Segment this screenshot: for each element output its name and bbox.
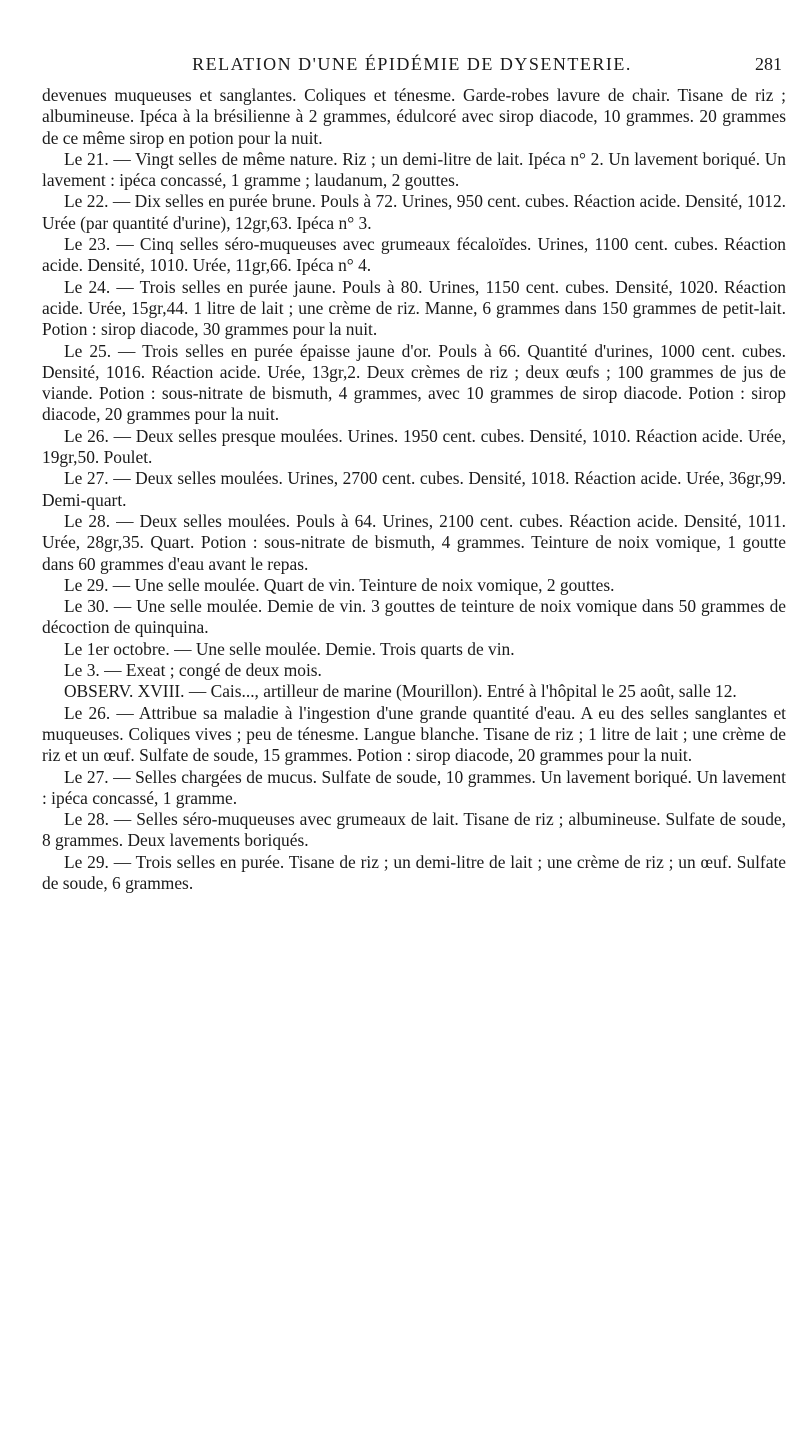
body-text bbox=[42, 85, 786, 894]
paragraph: Le 26. — Deux selles presque moulées. Urines. 1950 cent. cubes. Densité, 1010. Réaction acide. Urée, 19gr,50. Poulet. bbox=[42, 425, 786, 468]
paragraph: Le 25. — Trois selles en purée épaisse jaune d'or. Pouls à 66. Quantité d'urines, 1000 cent. cubes. Densité, 1016. Réaction acide. Urée, 13gr,2. Deux crèmes de riz ; deux œufs ; 100 grammes de jus de viande. Potion : sous-nitrate de bismuth, 4 grammes, avec 10 grammes de sirop diacode. Potion : sirop diacode, 20 grammes pour la nuit. bbox=[42, 340, 786, 425]
paragraph: Le 30. — Une selle moulée. Demie de vin. 3 gouttes de teinture de noix vomique dans 50 grammes de décoction de quinquina. bbox=[42, 596, 786, 638]
page-number: 281 bbox=[755, 54, 782, 74]
paragraph: Le 28. — Selles séro-muqueuses avec grumeaux de lait. Tisane de riz ; albumineuse. Sulfate de soude, 8 grammes. Deux lavements boriqués. bbox=[42, 809, 786, 851]
paragraph: Le 21. — Vingt selles de même nature. Riz ; un demi-litre de lait. Ipéca n° 2. Un lavement boriqué. Un lavement : ipéca concassé, 1 gramme ; laudanum, 2 gouttes. bbox=[42, 148, 786, 191]
paragraph: Le 27. — Selles chargées de mucus. Sulfate de soude, 10 grammes. Un lavement boriqué. Un lavement : ipéca concassé, 1 gramme. bbox=[42, 766, 786, 808]
paragraph: Le 3. — Exeat ; congé de deux mois. bbox=[64, 660, 322, 681]
paragraph: Le 1er octobre. — Une selle moulée. Demie. Trois quarts de vin. bbox=[64, 638, 515, 659]
paragraph: devenues muqueuses et sanglantes. Coliques et ténesme. Garde-robes lavure de chair. Tisane de riz ; albumineuse. Ipéca à la brésilienne à 2 grammes, édulcoré avec sirop diacode, 10 grammes. 20 grammes de ce même sirop en potion pour la nuit. bbox=[42, 85, 786, 148]
running-title: RELATION D'UNE ÉPIDÉMIE DE DYSENTERIE. bbox=[192, 54, 632, 74]
paragraph: Le 22. — Dix selles en purée brune. Pouls à 72. Urines, 950 cent. cubes. Réaction acide. Densité, 1012. Urée (par quantité d'urine), 12gr,63. Ipéca n° 3. bbox=[42, 191, 786, 233]
paragraph: Le 29. — Trois selles en purée. Tisane de riz ; un demi-litre de lait ; une crème de riz ; un œuf. Sulfate de soude, 6 grammes. bbox=[42, 851, 786, 893]
paragraph: Le 24. — Trois selles en purée jaune. Pouls à 80. Urines, 1150 cent. cubes. Densité, 1020. Réaction acide. Urée, 15gr,44. 1 litre de lait ; une crème de riz. Manne, 6 grammes dans 150 grammes de petit-lait. Potion : sirop diacode, 30 grammes pour la nuit. bbox=[42, 276, 786, 340]
paragraph: Le 27. — Deux selles moulées. Urines, 2700 cent. cubes. Densité, 1018. Réaction acide. Urée, 36gr,99. Demi-quart. bbox=[42, 468, 786, 510]
paragraph: Le 29. — Une selle moulée. Quart de vin. Teinture de noix vomique, 2 gouttes. bbox=[64, 574, 615, 595]
paragraph: Le 28. — Deux selles moulées. Pouls à 64. Urines, 2100 cent. cubes. Réaction acide. Densité, 1011. Urée, 28gr,35. Quart. Potion : sous-nitrate de bismuth, 4 grammes. Teinture de noix vomique, 1 goutte dans 60 grammes d'eau avant le repas. bbox=[42, 510, 786, 574]
paragraph: OBSERV. XVIII. — Cais..., artilleur de marine (Mourillon). Entré à l'hôpital le 25 août, salle 12. bbox=[64, 681, 737, 702]
page-header bbox=[42, 54, 782, 80]
paragraph: Le 23. — Cinq selles séro-muqueuses avec grumeaux fécaloïdes. Urines, 1100 cent. cubes. Réaction acide. Densité, 1010. Urée, 11gr,66. Ipéca n° 4. bbox=[42, 234, 786, 276]
paragraph: Le 26. — Attribue sa maladie à l'ingestion d'une grande quantité d'eau. A eu des selles sanglantes et muqueuses. Coliques vives ; peu de ténesme. Langue blanche. Tisane de riz ; 1 litre de lait ; une crème de riz et un œuf. Sulfate de soude, 15 grammes. Potion : sirop diacode, 20 grammes pour la nuit. bbox=[42, 702, 786, 766]
